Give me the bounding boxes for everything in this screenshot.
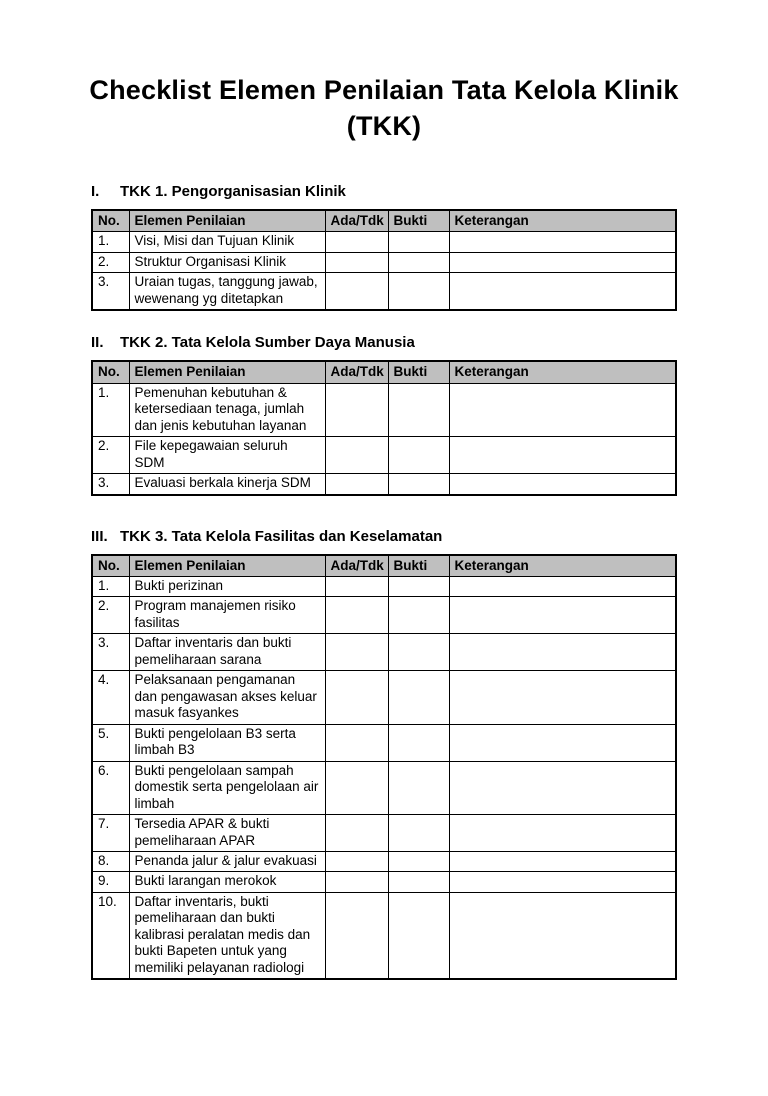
table-row	[92, 671, 676, 724]
table-row	[92, 815, 676, 852]
table-header-row	[92, 210, 676, 232]
column-header-no: No.	[92, 210, 129, 232]
column-header-bukti: Bukti	[388, 361, 449, 383]
cell-ada	[325, 872, 388, 892]
cell-elemen: Daftar inventaris dan bukti pemeliharaan sarana	[129, 634, 325, 671]
table-row	[92, 576, 676, 596]
cell-no: 8.	[92, 852, 129, 872]
table-row	[92, 597, 676, 634]
cell-ada	[325, 892, 388, 979]
cell-no: 1.	[92, 232, 129, 252]
cell-keterangan	[449, 815, 676, 852]
cell-no: 6.	[92, 761, 129, 814]
section-heading-text: TKK 3. Tata Kelola Fasilitas dan Keselamatan	[120, 527, 443, 545]
checklist-table-tkk-2	[91, 360, 677, 495]
cell-elemen: Program manajemen risiko fasilitas	[129, 597, 325, 634]
cell-bukti	[388, 724, 449, 761]
cell-elemen: Bukti pengelolaan sampah domestik serta pengelolaan air limbah	[129, 761, 325, 814]
cell-keterangan	[449, 232, 676, 252]
section-tkk-1	[91, 183, 677, 311]
cell-elemen: Pelaksanaan pengamanan dan pengawasan akses keluar masuk fasyankes	[129, 671, 325, 724]
cell-elemen: Evaluasi berkala kinerja SDM	[129, 474, 325, 495]
table-row	[92, 437, 676, 474]
table-header-row	[92, 361, 676, 383]
checklist-table-tkk-1	[91, 209, 677, 311]
cell-ada	[325, 576, 388, 596]
table-row	[92, 761, 676, 814]
cell-bukti	[388, 576, 449, 596]
cell-elemen: Visi, Misi dan Tujuan Klinik	[129, 232, 325, 252]
cell-elemen: Daftar inventaris, bukti pemeliharaan dan bukti kalibrasi peralatan medis dan bukti Bapeten untuk yang memiliki pelayanan radiologi	[129, 892, 325, 979]
section-tkk-2	[91, 334, 677, 495]
cell-bukti	[388, 815, 449, 852]
section-numeral: II.	[91, 334, 104, 352]
section-numeral: III.	[91, 527, 108, 545]
cell-bukti	[388, 273, 449, 310]
cell-bukti	[388, 761, 449, 814]
cell-keterangan	[449, 252, 676, 272]
cell-bukti	[388, 252, 449, 272]
cell-bukti	[388, 671, 449, 724]
cell-ada	[325, 597, 388, 634]
cell-no: 3.	[92, 273, 129, 310]
cell-bukti	[388, 437, 449, 474]
cell-elemen: Bukti pengelolaan B3 serta limbah B3	[129, 724, 325, 761]
document-title	[0, 72, 768, 145]
section-tkk-3	[91, 528, 677, 981]
column-header-ada: Ada/Tdk	[325, 210, 388, 232]
cell-bukti	[388, 872, 449, 892]
cell-no: 1.	[92, 383, 129, 436]
cell-keterangan	[449, 437, 676, 474]
cell-ada	[325, 761, 388, 814]
cell-keterangan	[449, 761, 676, 814]
cell-no: 7.	[92, 815, 129, 852]
cell-ada	[325, 383, 388, 436]
cell-ada	[325, 815, 388, 852]
cell-no: 3.	[92, 474, 129, 495]
column-header-bukti: Bukti	[388, 555, 449, 577]
column-header-ada: Ada/Tdk	[325, 555, 388, 577]
cell-bukti	[388, 892, 449, 979]
cell-elemen: Uraian tugas, tanggung jawab, wewenang yg ditetapkan	[129, 273, 325, 310]
cell-keterangan	[449, 671, 676, 724]
column-header-elemen: Elemen Penilaian	[129, 210, 325, 232]
cell-bukti	[388, 232, 449, 252]
cell-no: 3.	[92, 634, 129, 671]
cell-no: 9.	[92, 872, 129, 892]
cell-no: 4.	[92, 671, 129, 724]
cell-keterangan	[449, 724, 676, 761]
cell-bukti	[388, 474, 449, 495]
table-row	[92, 634, 676, 671]
cell-keterangan	[449, 474, 676, 495]
cell-keterangan	[449, 852, 676, 872]
section-heading	[91, 528, 677, 545]
cell-ada	[325, 724, 388, 761]
document-body	[91, 183, 677, 980]
cell-keterangan	[449, 383, 676, 436]
cell-elemen: Penanda jalur & jalur evakuasi	[129, 852, 325, 872]
column-header-elemen: Elemen Penilaian	[129, 361, 325, 383]
cell-elemen: Tersedia APAR & bukti pemeliharaan APAR	[129, 815, 325, 852]
cell-keterangan	[449, 872, 676, 892]
cell-bukti	[388, 634, 449, 671]
cell-keterangan	[449, 597, 676, 634]
cell-ada	[325, 232, 388, 252]
section-heading-text: TKK 1. Pengorganisasian Klinik	[120, 182, 346, 200]
column-header-no: No.	[92, 361, 129, 383]
cell-bukti	[388, 597, 449, 634]
cell-no: 1.	[92, 576, 129, 596]
section-heading	[91, 183, 677, 200]
cell-elemen: Struktur Organisasi Klinik	[129, 252, 325, 272]
column-header-ada: Ada/Tdk	[325, 361, 388, 383]
cell-ada	[325, 273, 388, 310]
cell-no: 5.	[92, 724, 129, 761]
table-row	[92, 383, 676, 436]
table-row	[92, 892, 676, 979]
cell-ada	[325, 252, 388, 272]
cell-elemen: Bukti perizinan	[129, 576, 325, 596]
cell-ada	[325, 852, 388, 872]
column-header-bukti: Bukti	[388, 210, 449, 232]
cell-ada	[325, 474, 388, 495]
cell-ada	[325, 437, 388, 474]
cell-bukti	[388, 383, 449, 436]
table-header-row	[92, 555, 676, 577]
document-title-line1: Checklist Elemen Penilaian Tata Kelola Klinik	[89, 75, 679, 105]
column-header-keterangan: Keterangan	[449, 555, 676, 577]
section-heading	[91, 334, 677, 351]
cell-no: 2.	[92, 252, 129, 272]
cell-keterangan	[449, 634, 676, 671]
cell-ada	[325, 671, 388, 724]
table-row	[92, 724, 676, 761]
column-header-keterangan: Keterangan	[449, 361, 676, 383]
table-row	[92, 232, 676, 252]
cell-keterangan	[449, 273, 676, 310]
cell-no: 10.	[92, 892, 129, 979]
cell-keterangan	[449, 576, 676, 596]
table-row	[92, 474, 676, 495]
column-header-no: No.	[92, 555, 129, 577]
cell-elemen: File kepegawaian seluruh SDM	[129, 437, 325, 474]
column-header-elemen: Elemen Penilaian	[129, 555, 325, 577]
cell-no: 2.	[92, 437, 129, 474]
cell-ada	[325, 634, 388, 671]
table-row	[92, 252, 676, 272]
column-header-keterangan: Keterangan	[449, 210, 676, 232]
checklist-table-tkk-3	[91, 554, 677, 981]
table-row	[92, 852, 676, 872]
cell-bukti	[388, 852, 449, 872]
cell-no: 2.	[92, 597, 129, 634]
table-row	[92, 273, 676, 310]
section-numeral: I.	[91, 182, 100, 200]
document-title-line2: (TKK)	[346, 111, 422, 142]
table-row	[92, 872, 676, 892]
section-heading-text: TKK 2. Tata Kelola Sumber Daya Manusia	[120, 334, 415, 352]
cell-elemen: Bukti larangan merokok	[129, 872, 325, 892]
cell-elemen: Pemenuhan kebutuhan & ketersediaan tenaga, jumlah dan jenis kebutuhan layanan	[129, 383, 325, 436]
cell-keterangan	[449, 892, 676, 979]
